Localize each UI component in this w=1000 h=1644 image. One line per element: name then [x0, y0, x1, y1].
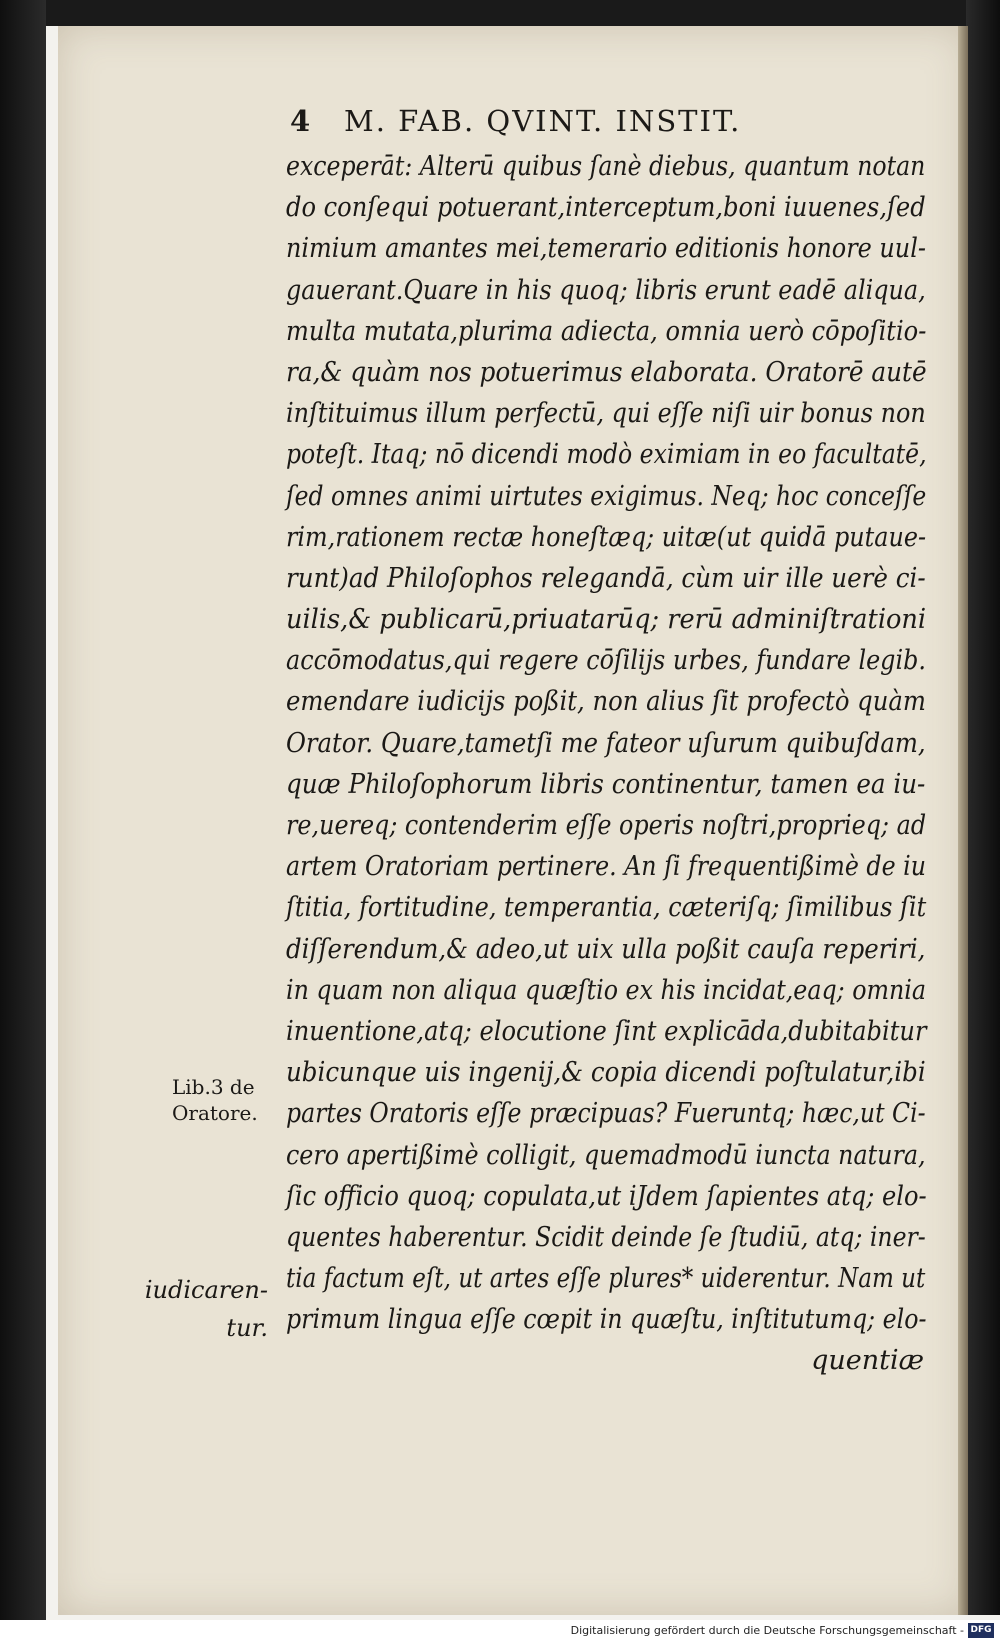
digitization-footer — [0, 1620, 1000, 1644]
text-line: poteſt. Itaq; nō dicendi modò eximiam in eo facultatē, — [286, 439, 927, 471]
page-edge — [958, 26, 968, 1615]
text-line: nimium amantes mei,temerario editionis honore uul- — [286, 233, 926, 265]
text-line: partes Oratoris eſſe præcipuas? Fueruntq; hæc,ut Ci- — [286, 1098, 926, 1130]
text-line: ubicunque uis ingenij,& copia dicendi poſtulatur,ibi — [286, 1057, 926, 1089]
text-line: emendare iudicijs poßit, non alius ſit profectò quàm — [286, 686, 926, 718]
text-line: tia factum eſt, ut artes eſſe plures* uiderentur. Nam ut — [286, 1263, 926, 1295]
text-line: uilis,& publicarū,priuatarūq; rerū adminiſtrationi — [286, 604, 927, 636]
text-line: multa mutata,plurima adiecta, omnia uerò cōpoſitio- — [286, 315, 927, 347]
scanner-border-left — [0, 0, 46, 1620]
dfg-logo: DFG — [968, 1623, 994, 1638]
text-line: ſic officio quoq; copulata,ut iJdem ſapientes atq; elo- — [286, 1180, 927, 1212]
text-line: inſtituimus illum perfectū, qui eſſe niſi uir bonus non — [286, 398, 926, 430]
text-line: accōmodatus,qui regere cōſilijs urbes, fundare legib. — [286, 645, 926, 677]
text-line: primum lingua eſſe cœpit in quæſtu, inſtitutumq; elo- — [286, 1304, 927, 1336]
catchword: quentiæ — [811, 1345, 924, 1377]
running-header — [290, 104, 930, 138]
text-line: gauerant.Quare in his quoq; libris erunt eadē aliqua, — [286, 274, 926, 306]
margin-note-line: Lib.3 de — [172, 1075, 255, 1099]
text-line: Orator. Quare,tametſi me fateor uſurum quibuſdam, — [286, 727, 926, 759]
scanner-border-right — [966, 0, 1000, 1615]
scanner-border-top — [0, 0, 1000, 26]
text-line: diſſerendum,& adeo,ut uix ulla poßit cauſa reperiri, — [286, 933, 926, 965]
text-line: ra,& quàm nos potuerimus elaborata. Oratorē autē — [286, 356, 927, 388]
body-text — [286, 146, 946, 1382]
margin-note-line: Oratore. — [172, 1101, 258, 1125]
text-line: ſtitia, fortitudine, temperantia, cæteriſq; ſimilibus ſit — [286, 892, 927, 924]
text-line: artem Oratoriam pertinere. An ſi frequentißimè de iu — [286, 851, 927, 883]
margin-note-line: tur. — [226, 1314, 268, 1342]
page-number: 4 — [290, 104, 313, 138]
text-line: rim,rationem rectæ honeſtæq; uitæ(ut quidā putaue- — [286, 521, 927, 553]
text-line: re,uereq; contenderim eſſe operis noſtri,proprieq; ad — [286, 810, 927, 841]
text-line: runt)ad Philoſophos relegandā, cùm uir ille uerè ci- — [286, 562, 926, 594]
margin-note-reference — [172, 1074, 258, 1126]
text-line: quæ Philoſophorum libris continentur, tamen ea iu- — [286, 768, 926, 800]
text-line: cero apertißimè colligit, quemadmodū iuncta natura, — [286, 1139, 926, 1171]
margin-note-variant — [136, 1271, 268, 1347]
text-line: quentes haberentur. Scidit deinde ſe ſtudiū, atq; iner- — [286, 1221, 926, 1253]
running-title: M. FAB. QVINT. INSTIT. — [344, 104, 742, 138]
footer-credit: Digitalisierung gefördert durch die Deutsche Forschungsgemeinschaft - — [570, 1624, 964, 1637]
text-line: ſed omnes animi uirtutes exigimus. Neq; hoc conceſſe — [286, 480, 927, 512]
text-line: do conſequi potuerant,interceptum,boni iuuenes,ſed — [286, 192, 926, 224]
text-line: in quam non aliqua quæſtio ex his incidat,eaq; omnia — [286, 974, 927, 1006]
text-line: inuentione,atq; elocutione ſint explicāda,dubitabitur — [286, 1015, 927, 1047]
text-line: exceperāt: Alterū quibus ſanè diebus, quantum notan — [286, 151, 926, 182]
margin-note-line: iudicaren- — [144, 1276, 268, 1304]
